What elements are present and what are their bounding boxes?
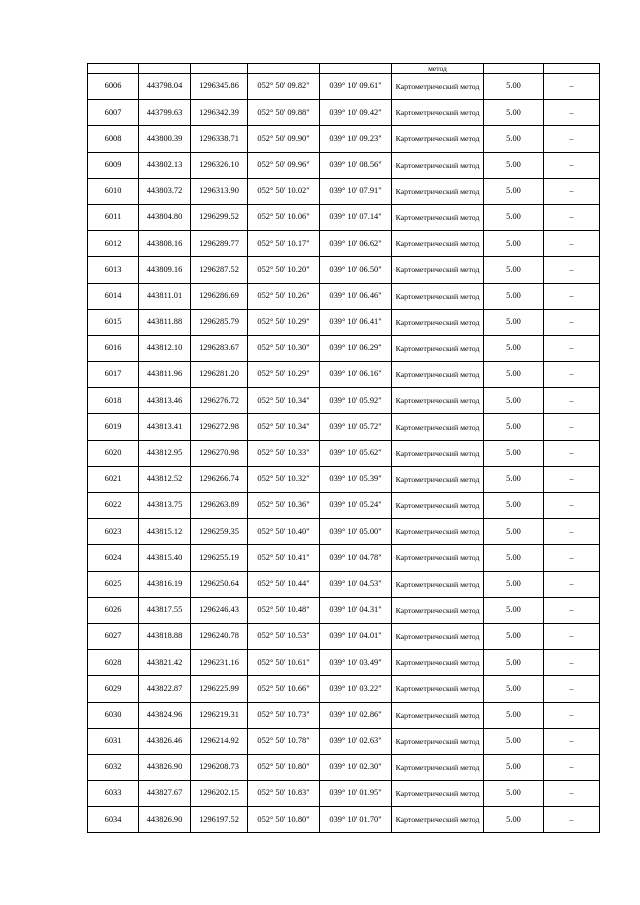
description-cell: –: [544, 204, 600, 230]
precision-cell: 5.00: [484, 597, 544, 623]
continued-cell-lon: [320, 64, 392, 74]
description-cell: –: [544, 545, 600, 571]
longitude-cell: 039° 10' 07.91": [320, 178, 392, 204]
precision-cell: 5.00: [484, 466, 544, 492]
x-coordinate-cell: 443821.42: [139, 650, 191, 676]
latitude-cell: 052° 50' 10.44": [248, 571, 320, 597]
table-row: [88, 204, 600, 230]
description-cell: –: [544, 623, 600, 649]
x-coordinate-cell: 443800.39: [139, 126, 191, 152]
x-coordinate-cell: 443811.96: [139, 362, 191, 388]
point-id-cell: 6012: [88, 231, 139, 257]
latitude-cell: 052° 50' 10.29": [248, 362, 320, 388]
precision-cell: 5.00: [484, 623, 544, 649]
table-row: [88, 519, 600, 545]
longitude-cell: 039° 10' 06.41": [320, 309, 392, 335]
method-cell: Картометрический метод: [392, 781, 484, 807]
longitude-cell: 039° 10' 09.61": [320, 74, 392, 100]
continued-cell-id: [88, 64, 139, 74]
table-row: [88, 283, 600, 309]
point-id-cell: 6018: [88, 388, 139, 414]
latitude-cell: 052° 50' 10.36": [248, 493, 320, 519]
description-cell: –: [544, 152, 600, 178]
latitude-cell: 052° 50' 09.90": [248, 126, 320, 152]
method-cell: Картометрический метод: [392, 676, 484, 702]
precision-cell: 5.00: [484, 204, 544, 230]
method-cell: Картометрический метод: [392, 231, 484, 257]
continued-cell-lat: [248, 64, 320, 74]
x-coordinate-cell: 443811.88: [139, 309, 191, 335]
table-row: [88, 650, 600, 676]
longitude-cell: 039° 10' 05.72": [320, 414, 392, 440]
continued-cell-precision: [484, 64, 544, 74]
y-coordinate-cell: 1296270.98: [191, 440, 248, 466]
method-cell: Картометрический метод: [392, 335, 484, 361]
description-cell: –: [544, 597, 600, 623]
point-id-cell: 6030: [88, 702, 139, 728]
description-cell: –: [544, 440, 600, 466]
longitude-cell: 039° 10' 07.14": [320, 204, 392, 230]
precision-cell: 5.00: [484, 178, 544, 204]
latitude-cell: 052° 50' 10.80": [248, 807, 320, 833]
table-row: [88, 74, 600, 100]
table-row: [88, 807, 600, 833]
point-id-cell: 6016: [88, 335, 139, 361]
point-id-cell: 6011: [88, 204, 139, 230]
precision-cell: 5.00: [484, 335, 544, 361]
point-id-cell: 6015: [88, 309, 139, 335]
x-coordinate-cell: 443798.04: [139, 74, 191, 100]
method-cell: Картометрический метод: [392, 178, 484, 204]
x-coordinate-cell: 443827.67: [139, 781, 191, 807]
point-id-cell: 6025: [88, 571, 139, 597]
latitude-cell: 052° 50' 10.20": [248, 257, 320, 283]
latitude-cell: 052° 50' 10.66": [248, 676, 320, 702]
x-coordinate-cell: 443815.12: [139, 519, 191, 545]
y-coordinate-cell: 1296276.72: [191, 388, 248, 414]
point-id-cell: 6024: [88, 545, 139, 571]
x-coordinate-cell: 443826.46: [139, 728, 191, 754]
x-coordinate-cell: 443802.13: [139, 152, 191, 178]
longitude-cell: 039° 10' 04.78": [320, 545, 392, 571]
latitude-cell: 052° 50' 10.48": [248, 597, 320, 623]
latitude-cell: 052° 50' 09.88": [248, 100, 320, 126]
table-row: [88, 676, 600, 702]
description-cell: –: [544, 257, 600, 283]
x-coordinate-cell: 443822.87: [139, 676, 191, 702]
point-id-cell: 6021: [88, 466, 139, 492]
longitude-cell: 039° 10' 06.62": [320, 231, 392, 257]
precision-cell: 5.00: [484, 571, 544, 597]
longitude-cell: 039° 10' 01.70": [320, 807, 392, 833]
y-coordinate-cell: 1296289.77: [191, 231, 248, 257]
x-coordinate-cell: 443808.16: [139, 231, 191, 257]
point-id-cell: 6026: [88, 597, 139, 623]
x-coordinate-cell: 443799.63: [139, 100, 191, 126]
y-coordinate-cell: 1296214.92: [191, 728, 248, 754]
latitude-cell: 052° 50' 10.73": [248, 702, 320, 728]
longitude-cell: 039° 10' 09.42": [320, 100, 392, 126]
continued-cell-y: [191, 64, 248, 74]
method-cell: Картометрический метод: [392, 388, 484, 414]
longitude-cell: 039° 10' 03.22": [320, 676, 392, 702]
description-cell: –: [544, 571, 600, 597]
precision-cell: 5.00: [484, 650, 544, 676]
y-coordinate-cell: 1296202.15: [191, 781, 248, 807]
point-id-cell: 6019: [88, 414, 139, 440]
method-cell: Картометрический метод: [392, 126, 484, 152]
point-id-cell: 6028: [88, 650, 139, 676]
y-coordinate-cell: 1296208.73: [191, 754, 248, 780]
y-coordinate-cell: 1296240.78: [191, 623, 248, 649]
method-cell: Картометрический метод: [392, 283, 484, 309]
x-coordinate-cell: 443813.46: [139, 388, 191, 414]
latitude-cell: 052° 50' 10.02": [248, 178, 320, 204]
latitude-cell: 052° 50' 09.96": [248, 152, 320, 178]
table-row: [88, 178, 600, 204]
y-coordinate-cell: 1296225.99: [191, 676, 248, 702]
point-id-cell: 6032: [88, 754, 139, 780]
y-coordinate-cell: 1296272.98: [191, 414, 248, 440]
x-coordinate-cell: 443812.52: [139, 466, 191, 492]
table-row: [88, 231, 600, 257]
y-coordinate-cell: 1296342.39: [191, 100, 248, 126]
x-coordinate-cell: 443812.95: [139, 440, 191, 466]
y-coordinate-cell: 1296345.86: [191, 74, 248, 100]
longitude-cell: 039° 10' 06.29": [320, 335, 392, 361]
point-id-cell: 6031: [88, 728, 139, 754]
table-row: [88, 414, 600, 440]
point-id-cell: 6023: [88, 519, 139, 545]
method-cell: Картометрический метод: [392, 807, 484, 833]
precision-cell: 5.00: [484, 74, 544, 100]
latitude-cell: 052° 50' 10.34": [248, 414, 320, 440]
table-row: [88, 100, 600, 126]
y-coordinate-cell: 1296281.20: [191, 362, 248, 388]
y-coordinate-cell: 1296197.52: [191, 807, 248, 833]
y-coordinate-cell: 1296219.31: [191, 702, 248, 728]
description-cell: –: [544, 100, 600, 126]
description-cell: –: [544, 676, 600, 702]
table-row: [88, 754, 600, 780]
table-row: [88, 545, 600, 571]
table-row: [88, 152, 600, 178]
longitude-cell: 039° 10' 06.50": [320, 257, 392, 283]
method-cell: Картометрический метод: [392, 754, 484, 780]
latitude-cell: 052° 50' 10.06": [248, 204, 320, 230]
precision-cell: 5.00: [484, 807, 544, 833]
point-id-cell: 6010: [88, 178, 139, 204]
method-cell: Картометрический метод: [392, 571, 484, 597]
x-coordinate-cell: 443826.90: [139, 807, 191, 833]
longitude-cell: 039° 10' 04.31": [320, 597, 392, 623]
y-coordinate-cell: 1296231.16: [191, 650, 248, 676]
description-cell: –: [544, 728, 600, 754]
precision-cell: 5.00: [484, 440, 544, 466]
y-coordinate-cell: 1296246.43: [191, 597, 248, 623]
description-cell: –: [544, 74, 600, 100]
longitude-cell: 039° 10' 05.39": [320, 466, 392, 492]
table-body: [88, 64, 600, 833]
description-cell: –: [544, 335, 600, 361]
y-coordinate-cell: 1296255.19: [191, 545, 248, 571]
precision-cell: 5.00: [484, 754, 544, 780]
point-id-cell: 6008: [88, 126, 139, 152]
continued-row: [88, 64, 600, 74]
method-cell: Картометрический метод: [392, 650, 484, 676]
description-cell: –: [544, 283, 600, 309]
longitude-cell: 039° 10' 06.16": [320, 362, 392, 388]
longitude-cell: 039° 10' 09.23": [320, 126, 392, 152]
description-cell: –: [544, 126, 600, 152]
method-cell: Картометрический метод: [392, 623, 484, 649]
x-coordinate-cell: 443811.01: [139, 283, 191, 309]
precision-cell: 5.00: [484, 231, 544, 257]
y-coordinate-cell: 1296250.64: [191, 571, 248, 597]
description-cell: –: [544, 388, 600, 414]
latitude-cell: 052° 50' 10.61": [248, 650, 320, 676]
x-coordinate-cell: 443816.19: [139, 571, 191, 597]
method-cell: Картометрический метод: [392, 440, 484, 466]
latitude-cell: 052° 50' 10.40": [248, 519, 320, 545]
latitude-cell: 052° 50' 10.17": [248, 231, 320, 257]
method-cell: Картометрический метод: [392, 74, 484, 100]
description-cell: –: [544, 807, 600, 833]
continued-cell-desc: [544, 64, 600, 74]
point-id-cell: 6006: [88, 74, 139, 100]
point-id-cell: 6033: [88, 781, 139, 807]
table-row: [88, 440, 600, 466]
latitude-cell: 052° 50' 10.83": [248, 781, 320, 807]
description-cell: –: [544, 519, 600, 545]
method-cell: Картометрический метод: [392, 493, 484, 519]
description-cell: –: [544, 650, 600, 676]
description-cell: –: [544, 466, 600, 492]
precision-cell: 5.00: [484, 362, 544, 388]
precision-cell: 5.00: [484, 519, 544, 545]
longitude-cell: 039° 10' 04.01": [320, 623, 392, 649]
method-cell: Картометрический метод: [392, 466, 484, 492]
method-cell: Картометрический метод: [392, 519, 484, 545]
description-cell: –: [544, 309, 600, 335]
method-cell: Картометрический метод: [392, 257, 484, 283]
precision-cell: 5.00: [484, 493, 544, 519]
table-row: [88, 257, 600, 283]
method-cell: Картометрический метод: [392, 204, 484, 230]
x-coordinate-cell: 443815.40: [139, 545, 191, 571]
point-id-cell: 6034: [88, 807, 139, 833]
point-id-cell: 6020: [88, 440, 139, 466]
table-row: [88, 728, 600, 754]
method-cell: Картометрический метод: [392, 100, 484, 126]
description-cell: –: [544, 414, 600, 440]
description-cell: –: [544, 754, 600, 780]
point-id-cell: 6007: [88, 100, 139, 126]
longitude-cell: 039° 10' 02.86": [320, 702, 392, 728]
method-cell: Картометрический метод: [392, 597, 484, 623]
y-coordinate-cell: 1296313.90: [191, 178, 248, 204]
y-coordinate-cell: 1296266.74: [191, 466, 248, 492]
y-coordinate-cell: 1296338.71: [191, 126, 248, 152]
longitude-cell: 039° 10' 02.30": [320, 754, 392, 780]
longitude-cell: 039° 10' 04.53": [320, 571, 392, 597]
point-id-cell: 6009: [88, 152, 139, 178]
x-coordinate-cell: 443813.41: [139, 414, 191, 440]
description-cell: –: [544, 231, 600, 257]
latitude-cell: 052° 50' 10.26": [248, 283, 320, 309]
y-coordinate-cell: 1296263.89: [191, 493, 248, 519]
table-row: [88, 623, 600, 649]
precision-cell: 5.00: [484, 545, 544, 571]
y-coordinate-cell: 1296259.35: [191, 519, 248, 545]
longitude-cell: 039° 10' 02.63": [320, 728, 392, 754]
precision-cell: 5.00: [484, 414, 544, 440]
table-row: [88, 126, 600, 152]
x-coordinate-cell: 443803.72: [139, 178, 191, 204]
precision-cell: 5.00: [484, 100, 544, 126]
point-id-cell: 6029: [88, 676, 139, 702]
latitude-cell: 052° 50' 10.80": [248, 754, 320, 780]
x-coordinate-cell: 443826.90: [139, 754, 191, 780]
method-cell: Картометрический метод: [392, 545, 484, 571]
latitude-cell: 052° 50' 10.78": [248, 728, 320, 754]
longitude-cell: 039° 10' 06.46": [320, 283, 392, 309]
longitude-cell: 039° 10' 05.92": [320, 388, 392, 414]
description-cell: –: [544, 362, 600, 388]
precision-cell: 5.00: [484, 126, 544, 152]
precision-cell: 5.00: [484, 309, 544, 335]
latitude-cell: 052° 50' 10.30": [248, 335, 320, 361]
x-coordinate-cell: 443804.80: [139, 204, 191, 230]
latitude-cell: 052° 50' 10.34": [248, 388, 320, 414]
point-id-cell: 6013: [88, 257, 139, 283]
longitude-cell: 039° 10' 05.00": [320, 519, 392, 545]
precision-cell: 5.00: [484, 283, 544, 309]
point-id-cell: 6022: [88, 493, 139, 519]
precision-cell: 5.00: [484, 388, 544, 414]
latitude-cell: 052° 50' 09.82": [248, 74, 320, 100]
coordinates-table: [87, 63, 600, 833]
table-row: [88, 493, 600, 519]
latitude-cell: 052° 50' 10.29": [248, 309, 320, 335]
method-cell: Картометрический метод: [392, 728, 484, 754]
y-coordinate-cell: 1296286.69: [191, 283, 248, 309]
description-cell: –: [544, 702, 600, 728]
point-id-cell: 6017: [88, 362, 139, 388]
longitude-cell: 039° 10' 05.62": [320, 440, 392, 466]
precision-cell: 5.00: [484, 702, 544, 728]
method-cell: Картометрический метод: [392, 414, 484, 440]
precision-cell: 5.00: [484, 676, 544, 702]
point-id-cell: 6027: [88, 623, 139, 649]
method-cell: Картометрический метод: [392, 152, 484, 178]
point-id-cell: 6014: [88, 283, 139, 309]
table-row: [88, 466, 600, 492]
x-coordinate-cell: 443818.88: [139, 623, 191, 649]
y-coordinate-cell: 1296287.52: [191, 257, 248, 283]
continued-cell-x: [139, 64, 191, 74]
x-coordinate-cell: 443824.96: [139, 702, 191, 728]
table-row: [88, 571, 600, 597]
continued-cell-method: метод: [392, 64, 484, 74]
longitude-cell: 039° 10' 08.56": [320, 152, 392, 178]
longitude-cell: 039° 10' 05.24": [320, 493, 392, 519]
method-cell: Картометрический метод: [392, 309, 484, 335]
table-row: [88, 702, 600, 728]
precision-cell: 5.00: [484, 152, 544, 178]
y-coordinate-cell: 1296283.67: [191, 335, 248, 361]
precision-cell: 5.00: [484, 257, 544, 283]
precision-cell: 5.00: [484, 728, 544, 754]
description-cell: –: [544, 493, 600, 519]
longitude-cell: 039° 10' 03.49": [320, 650, 392, 676]
longitude-cell: 039° 10' 01.95": [320, 781, 392, 807]
x-coordinate-cell: 443809.16: [139, 257, 191, 283]
table-row: [88, 335, 600, 361]
x-coordinate-cell: 443812.10: [139, 335, 191, 361]
latitude-cell: 052° 50' 10.53": [248, 623, 320, 649]
description-cell: –: [544, 178, 600, 204]
latitude-cell: 052° 50' 10.33": [248, 440, 320, 466]
y-coordinate-cell: 1296326.10: [191, 152, 248, 178]
table-row: [88, 597, 600, 623]
y-coordinate-cell: 1296285.79: [191, 309, 248, 335]
table-row: [88, 388, 600, 414]
y-coordinate-cell: 1296299.52: [191, 204, 248, 230]
table-row: [88, 781, 600, 807]
x-coordinate-cell: 443813.75: [139, 493, 191, 519]
x-coordinate-cell: 443817.55: [139, 597, 191, 623]
latitude-cell: 052° 50' 10.41": [248, 545, 320, 571]
latitude-cell: 052° 50' 10.32": [248, 466, 320, 492]
table-row: [88, 309, 600, 335]
precision-cell: 5.00: [484, 781, 544, 807]
table-row: [88, 362, 600, 388]
method-cell: Картометрический метод: [392, 362, 484, 388]
method-cell: Картометрический метод: [392, 702, 484, 728]
description-cell: –: [544, 781, 600, 807]
